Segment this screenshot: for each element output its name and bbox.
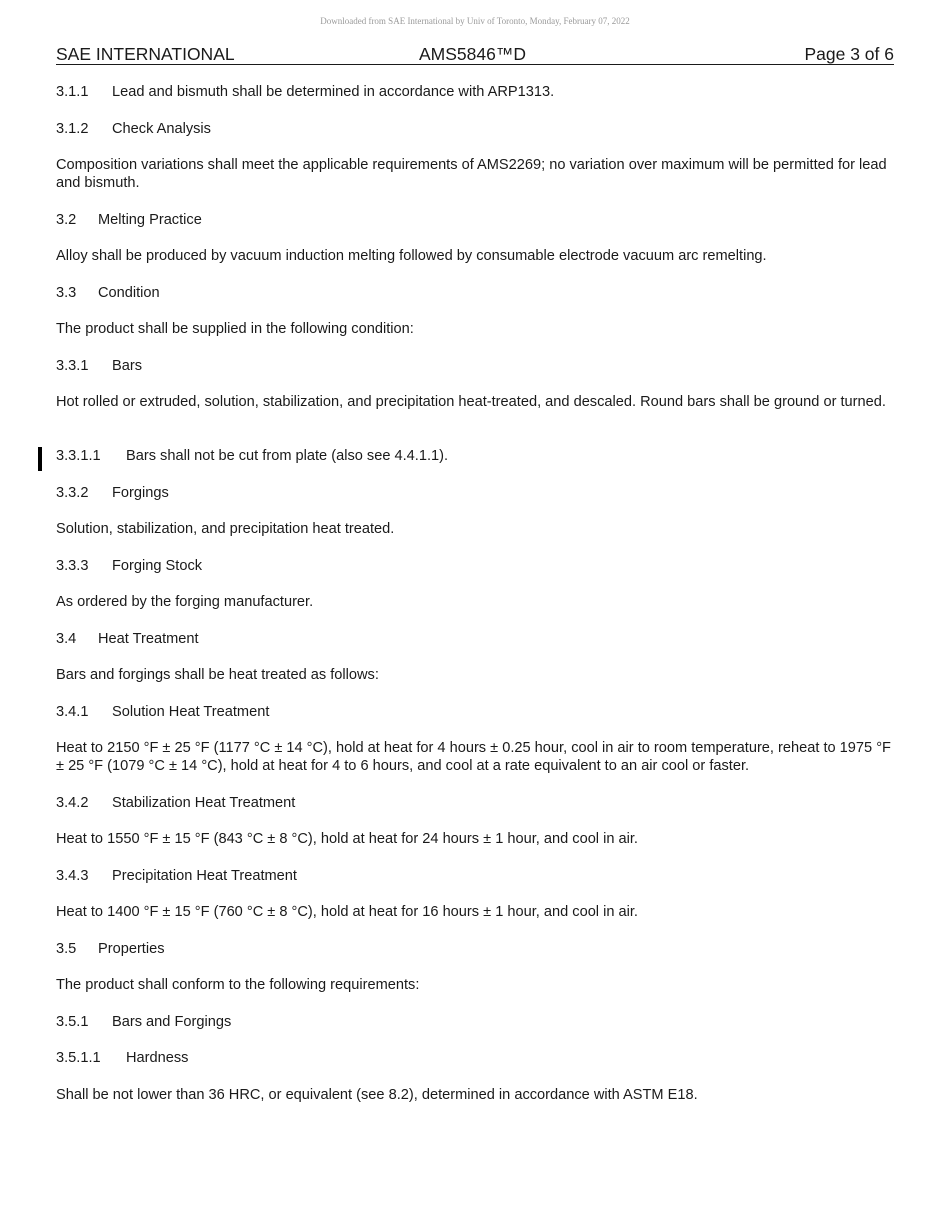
section-number: 3.3.1.1 (56, 448, 101, 464)
section-number: 3.4.1 (56, 704, 89, 720)
section-title: Forging Stock (112, 558, 203, 574)
section-3-5 (56, 940, 894, 958)
section-number: 3.1.1 (56, 84, 89, 100)
section-number: 3.4 (56, 631, 77, 647)
paragraph-melting-practice: Alloy shall be produced by vacuum induction melting followed by consumable electrode vacuum arc remelting. (56, 248, 767, 264)
section-3-1-2 (56, 120, 894, 138)
paragraph-condition: The product shall be supplied in the following condition: (56, 321, 414, 337)
paragraph-properties: The product shall conform to the following requirements: (56, 977, 420, 993)
section-number: 3.4.2 (56, 795, 89, 811)
section-title: Precipitation Heat Treatment (112, 868, 297, 884)
section-title: Hardness (126, 1050, 189, 1066)
section-number: 3.5.1.1 (56, 1050, 101, 1066)
section-3-5-1-1 (56, 1049, 894, 1067)
section-number: 3.5.1 (56, 1014, 89, 1030)
section-number: 3.3 (56, 285, 77, 301)
paragraph-forgings: Solution, stabilization, and precipitation heat treated. (56, 521, 395, 537)
section-3-4-2 (56, 794, 894, 812)
paragraph-check-analysis: Composition variations shall meet the applicable requirements of AMS2269; no variation over maximum will be permitted for lead and bismuth. (56, 157, 887, 191)
section-3-3 (56, 284, 894, 302)
download-watermark: Downloaded from SAE International by Univ of Toronto, Monday, February 07, 2022 (320, 16, 630, 26)
section-number: 3.4.3 (56, 868, 89, 884)
section-3-4-3 (56, 867, 894, 885)
section-3-3-3 (56, 557, 894, 575)
paragraph-solution-heat-treatment: Heat to 2150 °F ± 25 °F (1177 °C ± 14 °C), hold at heat for 4 hours ± 0.25 hour, cool in air to room temperature, reheat to 1975 °F ± 25 °F (1079 °C ± 14 °C), hold at heat for 4 to 6 hours, and cool at a rate equivalent to an air cool or faster. (56, 740, 891, 774)
section-3-3-2 (56, 484, 894, 502)
section-number: 3.3.3 (56, 558, 89, 574)
section-3-2 (56, 211, 894, 229)
section-title: Bars (112, 358, 143, 374)
section-title: Bars and Forgings (112, 1014, 232, 1030)
section-number: 3.2 (56, 212, 77, 228)
section-title: Heat Treatment (98, 631, 199, 647)
header-organization: SAE INTERNATIONAL (56, 44, 235, 64)
paragraph-hardness: Shall be not lower than 36 HRC, or equivalent (see 8.2), determined in accordance with ASTM E18. (56, 1087, 698, 1103)
section-number: 3.5 (56, 941, 77, 957)
section-number: 3.3.2 (56, 485, 89, 501)
section-title: Condition (98, 285, 160, 301)
paragraph-bars: Hot rolled or extruded, solution, stabilization, and precipitation heat-treated, and descaled. Round bars shall be ground or turned. (56, 394, 886, 410)
header-document-number: AMS5846™D (419, 44, 526, 64)
section-3-4-1 (56, 703, 894, 721)
header-page-number: Page 3 of 6 (804, 44, 894, 64)
paragraph-forging-stock: As ordered by the forging manufacturer. (56, 594, 314, 610)
paragraph-precipitation-heat-treatment: Heat to 1400 °F ± 15 °F (760 °C ± 8 °C), hold at heat for 16 hours ± 1 hour, and cool in air. (56, 904, 638, 920)
section-3-3-1 (56, 357, 894, 375)
section-title: Bars shall not be cut from plate (also see 4.4.1.1). (126, 448, 449, 464)
section-title: Forgings (112, 485, 169, 501)
page-header (56, 44, 894, 65)
section-number: 3.3.1 (56, 358, 89, 374)
paragraph-heat-treatment: Bars and forgings shall be heat treated as follows: (56, 667, 379, 683)
section-3-1-1 (56, 83, 894, 101)
section-title: Lead and bismuth shall be determined in accordance with ARP1313. (112, 84, 555, 100)
section-number: 3.1.2 (56, 121, 89, 137)
revision-change-bar (38, 447, 42, 471)
section-3-5-1 (56, 1013, 894, 1031)
section-3-3-1-1 (56, 447, 894, 465)
paragraph-stabilization-heat-treatment: Heat to 1550 °F ± 15 °F (843 °C ± 8 °C), hold at heat for 24 hours ± 1 hour, and cool in air. (56, 831, 638, 847)
section-3-4 (56, 630, 894, 648)
section-title: Solution Heat Treatment (112, 704, 270, 720)
section-title: Check Analysis (112, 121, 211, 137)
section-title: Properties (98, 941, 165, 957)
section-title: Melting Practice (98, 212, 202, 228)
section-title: Stabilization Heat Treatment (112, 795, 296, 811)
